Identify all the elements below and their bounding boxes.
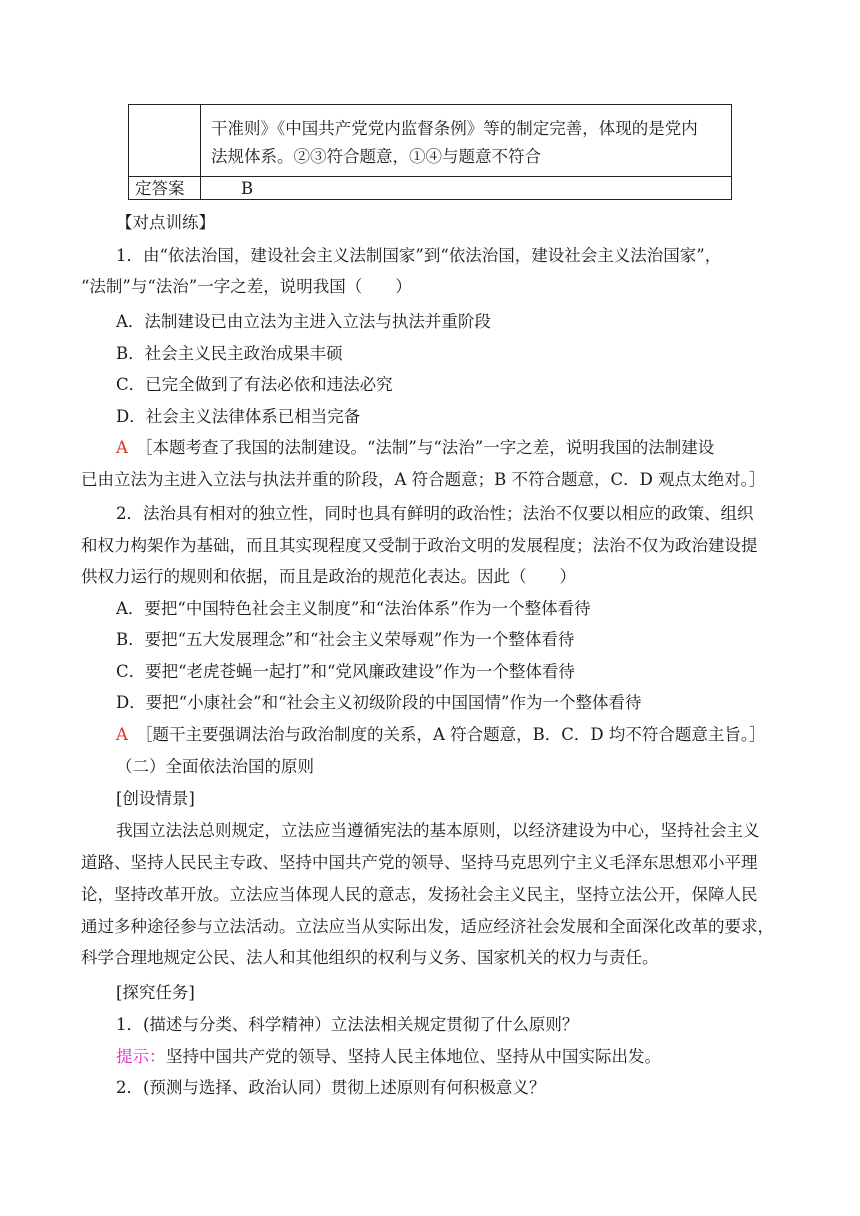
q2-answer: A xyxy=(116,725,128,744)
task1-hint-label: 提示： xyxy=(116,1047,166,1066)
task1-question: 1．(描述与分类、科学精神）立法法相关规定贯彻了什么原则？ xyxy=(116,1015,579,1034)
task1-hint-text: 坚持中国共产党的领导、坚持人民主体地位、坚持从中国实际出发。 xyxy=(166,1047,661,1066)
q1-option-a: A．法制建设已由立法为主进入立法与执法并重阶段 xyxy=(116,312,491,331)
scenario-line-1: 我国立法法总则规定，立法应当遵循宪法的基本原则，以经济建设为中心，坚持社会主义 xyxy=(116,821,760,840)
table-answer-value: B xyxy=(241,179,254,198)
q1-analysis-line-2: 已由立法为主进入立法与执法并重的阶段，A 符合题意；B 不符合题意，C．D 观点太绝对。］ xyxy=(81,470,766,489)
q1-option-b: B．社会主义民主政治成果丰硕 xyxy=(116,344,343,363)
scenario-label: [创设情景] xyxy=(116,789,195,808)
q2-option-a: A．要把“中国特色社会主义制度”和“法治体系”作为一个整体看待 xyxy=(116,599,591,618)
q1-stem-line-1: 1．由“依法治国，建设社会主义法制国家”到“依法治国，建设社会主义法治国家”， xyxy=(116,246,722,265)
table-answer-label: 定答案 xyxy=(135,179,185,198)
q2-option-c: C．要把“老虎苍蝇一起打”和“党风廉政建设”作为一个整体看待 xyxy=(116,662,575,681)
q1-option-c: C．已完全做到了有法必依和违法必究 xyxy=(116,375,393,394)
q1-analysis-line-1: ［本题考查了我国的法制建设。“法制”与“法治”一字之差，说明我国的法制建设 xyxy=(136,438,715,457)
q1-stem-line-2: “法制”与“法治”一字之差，说明我国（ ） xyxy=(81,277,412,296)
q1-answer: A xyxy=(116,438,128,457)
q2-analysis: ［题干主要强调法治与政治制度的关系，A 符合题意，B．C．D 均不符合题意主旨。］ xyxy=(136,725,766,744)
scenario-line-2: 道路、坚持人民民主专政、坚持中国共产党的领导、坚持马克思列宁主义毛泽东思想邓小平理 xyxy=(81,853,758,872)
table-divider-horizontal xyxy=(129,176,731,177)
scenario-line-5: 科学合理地规定公民、法人和其他组织的权利与义务、国家机关的权力与责任。 xyxy=(81,948,659,967)
q2-stem-line-3: 供权力运行的规则和依据，而且是政治的规范化表达。因此（ ） xyxy=(81,567,576,586)
table-divider-vertical xyxy=(200,105,201,199)
q1-option-d: D．社会主义法律体系已相当完备 xyxy=(116,407,361,426)
q2-option-d: D．要把“小康社会”和“社会主义初级阶段的中国国情”作为一个整体看待 xyxy=(116,693,642,712)
scenario-line-3: 论，坚持改革开放。立法应当体现人民的意志，发扬社会主义民主，坚持立法公开，保障人民 xyxy=(81,885,758,904)
answer-table xyxy=(128,104,732,200)
task-label: [探究任务] xyxy=(116,983,195,1002)
scenario-line-4: 通过多种途径参与立法活动。立法应当从实际出发，适应经济社会发展和全面深化改革的要求， xyxy=(81,917,774,936)
subsection-title: （二）全面依法治国的原则 xyxy=(116,757,314,776)
section-title: 【对点训练】 xyxy=(116,213,215,232)
task2-question: 2．(预测与选择、政治认同）贯彻上述原则有何积极意义？ xyxy=(116,1078,546,1097)
q2-stem-line-1: 2．法治具有相对的独立性，同时也具有鲜明的政治性；法治不仅要以相应的政策、组织 xyxy=(116,504,754,523)
q2-option-b: B．要把“五大发展理念”和“社会主义荣辱观”作为一个整体看待 xyxy=(116,630,575,649)
table-analysis-line-1: 干准则》《中国共产党党内监督条例》等的制定完善，体现的是党内 xyxy=(211,119,698,138)
table-analysis-line-2: 法规体系。②③符合题意，①④与题意不符合 xyxy=(211,147,541,166)
q2-stem-line-2: 和权力构架作为基础，而且其实现程度又受制于政治文明的发展程度；法治不仅为政治建设提 xyxy=(81,536,758,555)
